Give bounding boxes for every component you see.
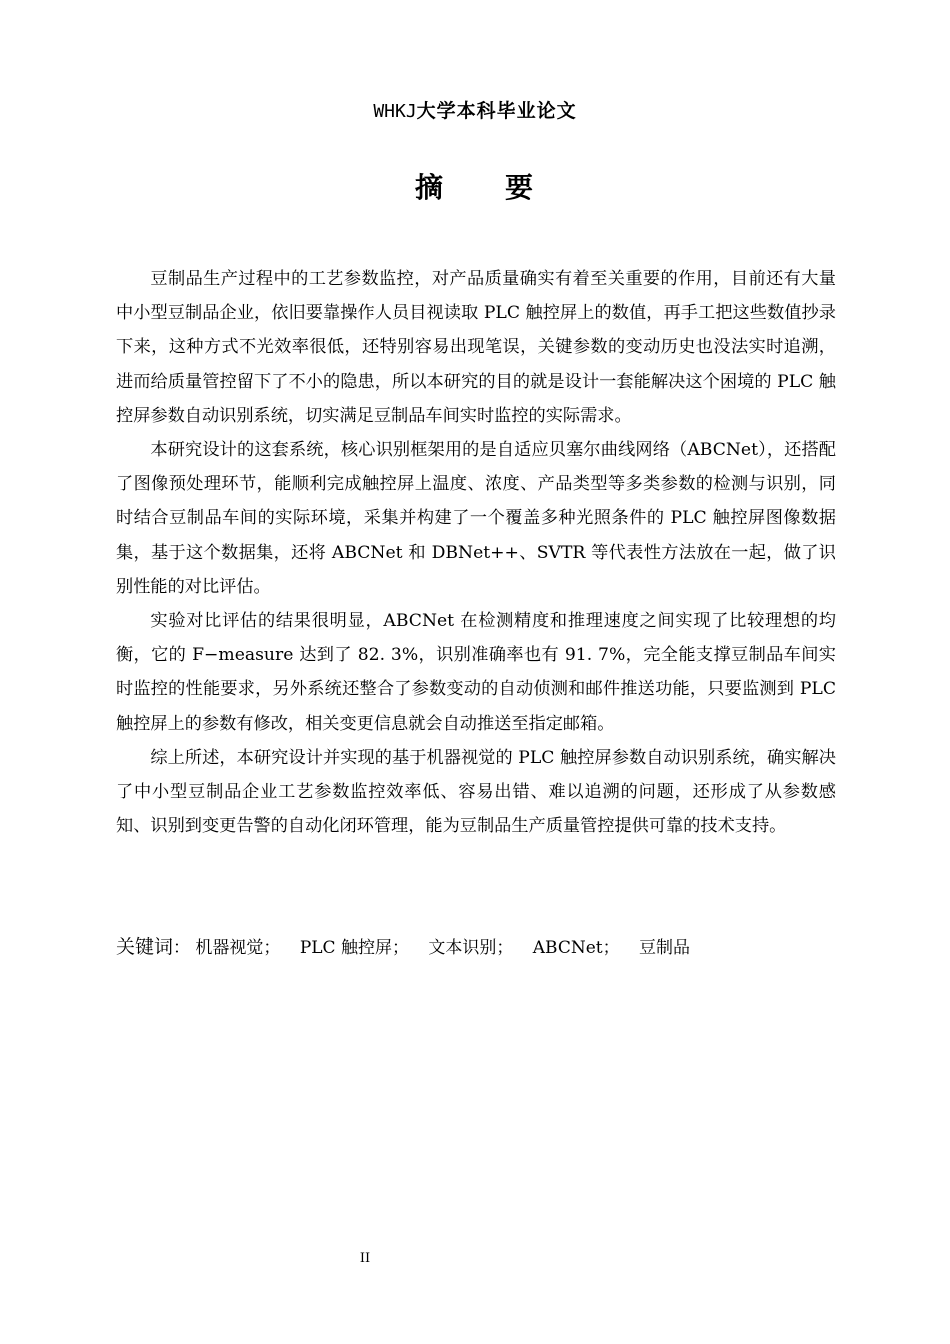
abstract-body <box>116 262 836 843</box>
abstract-paragraph-2: 本研究设计的这套系统，核心识别框架用的是自适应贝塞尔曲线网络（ABCNet），还搭配了图像预处理环节，能顺利完成触控屏上温度、浓度、产品类型等多类参数的检测与识别，同时结合豆制品车间的实际环境，采集并构建了一个覆盖多种光照条件的 PLC 触控屏图像数据集，基于这个数据集，还将 ABCNet 和 DBNet++、SVTR 等代表性方法放在一起，做了识别性能的对比评估。 <box>116 440 836 597</box>
abstract-title: 摘 要 <box>414 171 535 204</box>
abstract-paragraph-1: 豆制品生产过程中的工艺参数监控，对产品质量确实有着至关重要的作用，目前还有大量中小型豆制品企业，依旧要靠操作人员目视读取 PLC 触控屏上的数值，再手工把这些数值抄录下来，这种方式不光效率很低，还特别容易出现笔误，关键参数的变动历史也没法实时追溯，进而给质量管控留下了不小的隐患，所以本研究的目的就是设计一套能解决这个困境的 PLC 触控屏参数自动识别系统，切实满足豆制品车间实时监控的实际需求。 <box>116 269 836 426</box>
abstract-paragraph-3: 实验对比评估的结果很明显，ABCNet 在检测精度和推理速度之间实现了比较理想的均衡，它的 F−measure 达到了 82. 3%，识别准确率也有 91. 7%，完全能支撑豆制品车间实时监控的性能要求，另外系统还整合了参数变动的自动侦测和邮件推送功能，只要监测到 PLC 触控屏上的参数有修改，相关变更信息就会自动推送至指定邮箱。 <box>116 611 836 734</box>
keywords-line <box>116 932 836 963</box>
keyword-item: 豆制品 <box>639 938 691 958</box>
header-title-suffix: 大学本科毕业论文 <box>416 100 577 122</box>
keyword-item: 机器视觉； <box>195 938 281 958</box>
running-header <box>0 96 950 123</box>
header-institution: WHKJ <box>373 101 417 122</box>
keywords-separator: ： <box>173 938 191 958</box>
abstract-paragraph-4: 综上所述，本研究设计并实现的基于机器视觉的 PLC 触控屏参数自动识别系统，确实解决了中小型豆制品企业工艺参数监控效率低、容易出错、难以追溯的问题，还形成了从参数感知、识别到变更告警的自动化闭环管理，能为豆制品生产质量管控提供可靠的技术支持。 <box>116 747 836 837</box>
keyword-item: PLC 触控屏； <box>299 938 409 958</box>
page-number: II <box>359 1251 371 1266</box>
keywords-label: 关键词 <box>116 936 174 958</box>
keyword-item: 文本识别； <box>428 938 514 958</box>
keyword-item: ABCNet； <box>532 938 620 958</box>
